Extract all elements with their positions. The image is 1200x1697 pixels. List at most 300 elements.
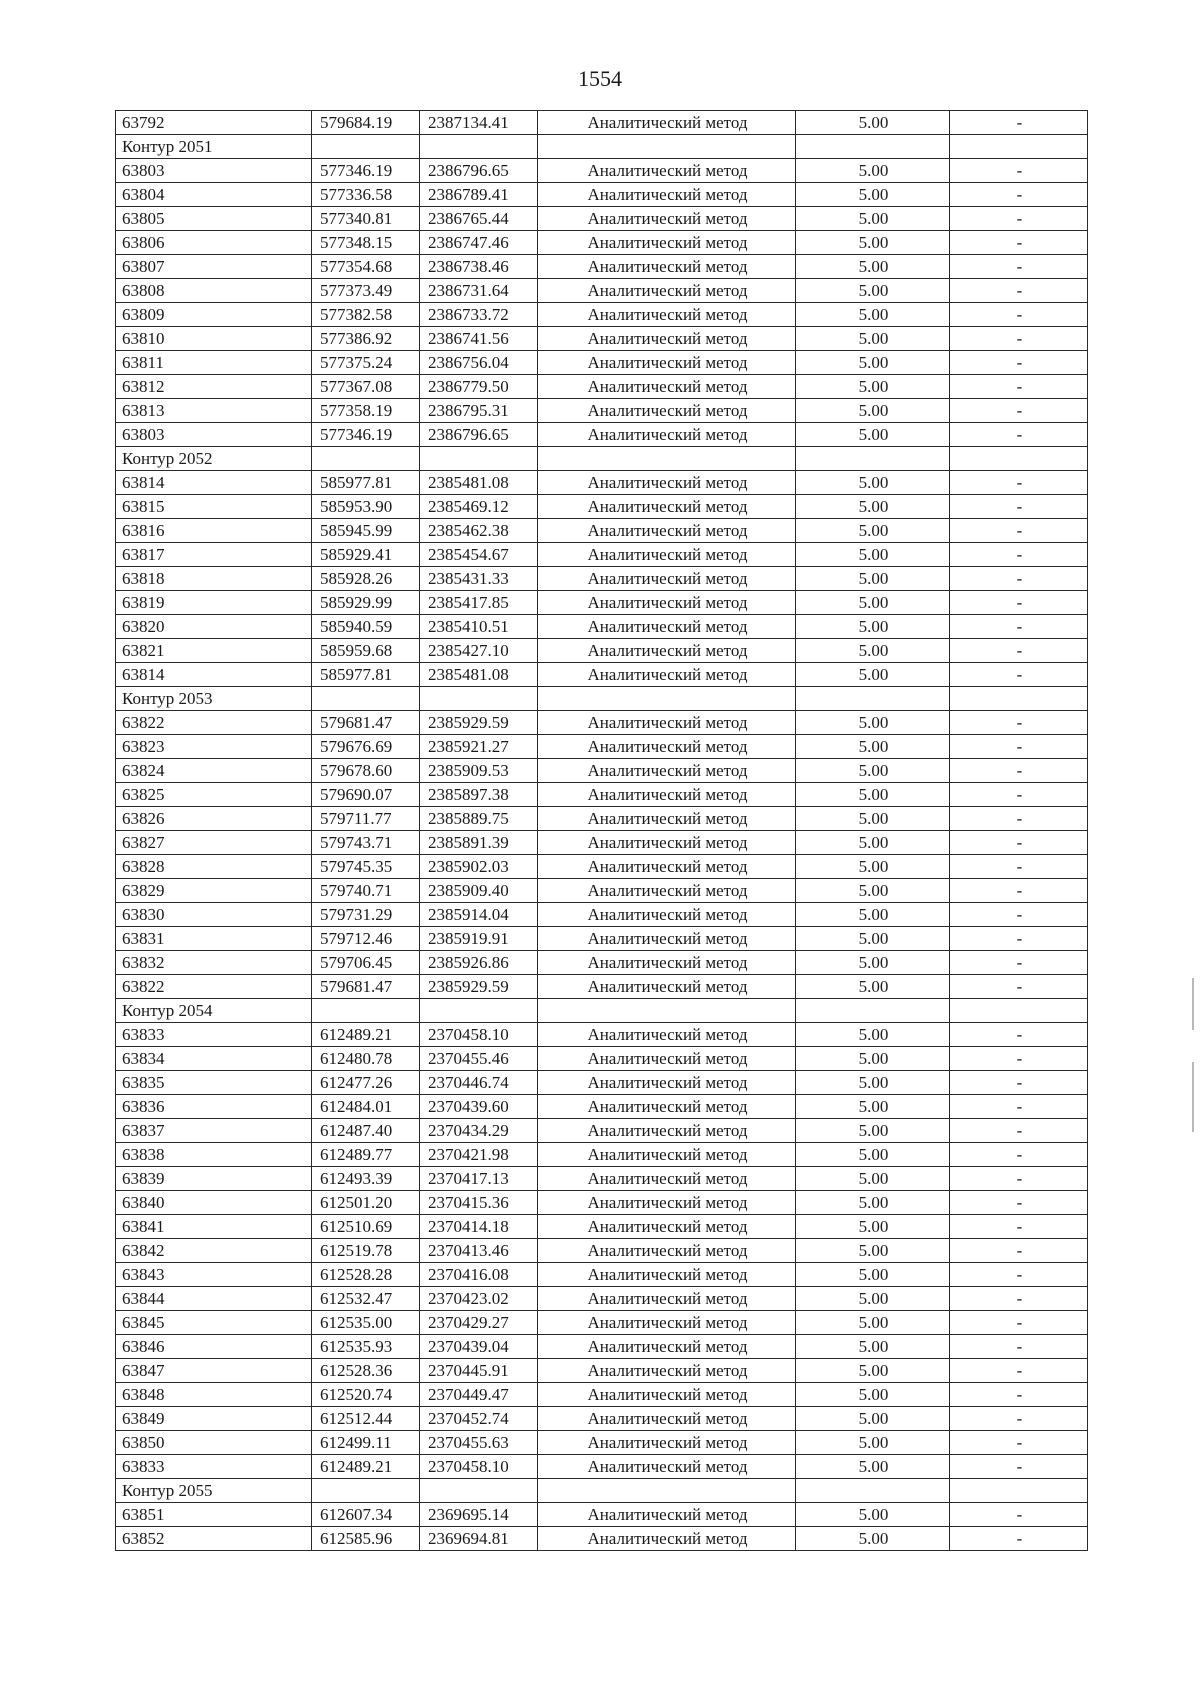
method-cell: Аналитический метод	[538, 1383, 796, 1407]
y-coordinate-cell: 2385454.67	[420, 543, 538, 567]
note-cell: -	[950, 927, 1088, 951]
accuracy-cell: 5.00	[796, 975, 950, 999]
point-id-cell: 63810	[116, 327, 312, 351]
note-cell: -	[950, 471, 1088, 495]
y-coordinate-cell: 2386789.41	[420, 183, 538, 207]
method-cell: Аналитический метод	[538, 1119, 796, 1143]
point-id-cell: 63823	[116, 735, 312, 759]
method-cell: Аналитический метод	[538, 471, 796, 495]
table-row	[116, 879, 1088, 903]
point-id-cell: 63839	[116, 1167, 312, 1191]
x-coordinate-cell: 579745.35	[312, 855, 420, 879]
empty-cell	[312, 687, 420, 711]
accuracy-cell: 5.00	[796, 1527, 950, 1551]
accuracy-cell: 5.00	[796, 903, 950, 927]
x-coordinate-cell: 579684.19	[312, 111, 420, 135]
x-coordinate-cell: 612499.11	[312, 1431, 420, 1455]
y-coordinate-cell: 2370417.13	[420, 1167, 538, 1191]
empty-cell	[796, 447, 950, 471]
note-cell: -	[950, 1071, 1088, 1095]
method-cell: Аналитический метод	[538, 855, 796, 879]
method-cell: Аналитический метод	[538, 231, 796, 255]
point-id-cell: 63811	[116, 351, 312, 375]
method-cell: Аналитический метод	[538, 1503, 796, 1527]
x-coordinate-cell: 612528.28	[312, 1263, 420, 1287]
note-cell: -	[950, 543, 1088, 567]
table-row	[116, 543, 1088, 567]
x-coordinate-cell: 612607.34	[312, 1503, 420, 1527]
y-coordinate-cell: 2385919.91	[420, 927, 538, 951]
accuracy-cell: 5.00	[796, 1263, 950, 1287]
x-coordinate-cell: 577386.92	[312, 327, 420, 351]
accuracy-cell: 5.00	[796, 471, 950, 495]
note-cell: -	[950, 1431, 1088, 1455]
method-cell: Аналитический метод	[538, 951, 796, 975]
table-row	[116, 831, 1088, 855]
table-row	[116, 735, 1088, 759]
y-coordinate-cell: 2385462.38	[420, 519, 538, 543]
point-id-cell: 63847	[116, 1359, 312, 1383]
accuracy-cell: 5.00	[796, 543, 950, 567]
y-coordinate-cell: 2385926.86	[420, 951, 538, 975]
table-row	[116, 1191, 1088, 1215]
x-coordinate-cell: 577348.15	[312, 231, 420, 255]
point-id-cell: 63829	[116, 879, 312, 903]
y-coordinate-cell: 2386747.46	[420, 231, 538, 255]
y-coordinate-cell: 2370449.47	[420, 1383, 538, 1407]
table-row	[116, 711, 1088, 735]
note-cell: -	[950, 975, 1088, 999]
y-coordinate-cell: 2387134.41	[420, 111, 538, 135]
table-row	[116, 1263, 1088, 1287]
method-cell: Аналитический метод	[538, 567, 796, 591]
accuracy-cell: 5.00	[796, 399, 950, 423]
note-cell: -	[950, 279, 1088, 303]
point-id-cell: 63803	[116, 423, 312, 447]
table-row	[116, 111, 1088, 135]
accuracy-cell: 5.00	[796, 231, 950, 255]
y-coordinate-cell: 2385417.85	[420, 591, 538, 615]
note-cell: -	[950, 951, 1088, 975]
method-cell: Аналитический метод	[538, 1071, 796, 1095]
note-cell: -	[950, 1191, 1088, 1215]
y-coordinate-cell: 2385427.10	[420, 639, 538, 663]
y-coordinate-cell: 2386741.56	[420, 327, 538, 351]
contour-header-row	[116, 135, 1088, 159]
x-coordinate-cell: 579706.45	[312, 951, 420, 975]
y-coordinate-cell: 2386796.65	[420, 159, 538, 183]
point-id-cell: 63814	[116, 663, 312, 687]
note-cell: -	[950, 1287, 1088, 1311]
y-coordinate-cell: 2386733.72	[420, 303, 538, 327]
table-row	[116, 1167, 1088, 1191]
table-row	[116, 1143, 1088, 1167]
contour-label: Контур 2055	[116, 1479, 312, 1503]
accuracy-cell: 5.00	[796, 951, 950, 975]
empty-cell	[420, 687, 538, 711]
table-row	[116, 783, 1088, 807]
empty-cell	[312, 1479, 420, 1503]
x-coordinate-cell: 612484.01	[312, 1095, 420, 1119]
method-cell: Аналитический метод	[538, 735, 796, 759]
point-id-cell: 63850	[116, 1431, 312, 1455]
point-id-cell: 63834	[116, 1047, 312, 1071]
table-row	[116, 1455, 1088, 1479]
table-row	[116, 1503, 1088, 1527]
method-cell: Аналитический метод	[538, 183, 796, 207]
table-row	[116, 399, 1088, 423]
note-cell: -	[950, 351, 1088, 375]
x-coordinate-cell: 585940.59	[312, 615, 420, 639]
method-cell: Аналитический метод	[538, 375, 796, 399]
y-coordinate-cell: 2370415.36	[420, 1191, 538, 1215]
y-coordinate-cell: 2385431.33	[420, 567, 538, 591]
y-coordinate-cell: 2370455.63	[420, 1431, 538, 1455]
x-coordinate-cell: 612489.21	[312, 1455, 420, 1479]
note-cell: -	[950, 159, 1088, 183]
table-row	[116, 927, 1088, 951]
method-cell: Аналитический метод	[538, 759, 796, 783]
table-row	[116, 471, 1088, 495]
note-cell: -	[950, 303, 1088, 327]
empty-cell	[796, 135, 950, 159]
point-id-cell: 63838	[116, 1143, 312, 1167]
x-coordinate-cell: 612487.40	[312, 1119, 420, 1143]
note-cell: -	[950, 1407, 1088, 1431]
method-cell: Аналитический метод	[538, 1431, 796, 1455]
empty-cell	[538, 999, 796, 1023]
y-coordinate-cell: 2385921.27	[420, 735, 538, 759]
x-coordinate-cell: 612535.93	[312, 1335, 420, 1359]
y-coordinate-cell: 2370439.60	[420, 1095, 538, 1119]
y-coordinate-cell: 2370458.10	[420, 1023, 538, 1047]
point-id-cell: 63822	[116, 711, 312, 735]
x-coordinate-cell: 585929.41	[312, 543, 420, 567]
y-coordinate-cell: 2385897.38	[420, 783, 538, 807]
accuracy-cell: 5.00	[796, 711, 950, 735]
empty-cell	[950, 1479, 1088, 1503]
accuracy-cell: 5.00	[796, 519, 950, 543]
note-cell: -	[950, 711, 1088, 735]
method-cell: Аналитический метод	[538, 1359, 796, 1383]
method-cell: Аналитический метод	[538, 1167, 796, 1191]
x-coordinate-cell: 579712.46	[312, 927, 420, 951]
accuracy-cell: 5.00	[796, 831, 950, 855]
contour-label: Контур 2053	[116, 687, 312, 711]
point-id-cell: 63818	[116, 567, 312, 591]
table-row	[116, 1383, 1088, 1407]
method-cell: Аналитический метод	[538, 255, 796, 279]
x-coordinate-cell: 612477.26	[312, 1071, 420, 1095]
point-id-cell: 63826	[116, 807, 312, 831]
method-cell: Аналитический метод	[538, 399, 796, 423]
x-coordinate-cell: 612532.47	[312, 1287, 420, 1311]
method-cell: Аналитический метод	[538, 543, 796, 567]
method-cell: Аналитический метод	[538, 279, 796, 303]
scan-artifact-mark	[1192, 978, 1194, 1030]
accuracy-cell: 5.00	[796, 1143, 950, 1167]
table-row	[116, 567, 1088, 591]
point-id-cell: 63816	[116, 519, 312, 543]
coordinates-table-body	[116, 111, 1088, 1551]
empty-cell	[950, 135, 1088, 159]
y-coordinate-cell: 2370445.91	[420, 1359, 538, 1383]
note-cell: -	[950, 1167, 1088, 1191]
accuracy-cell: 5.00	[796, 663, 950, 687]
note-cell: -	[950, 567, 1088, 591]
y-coordinate-cell: 2370429.27	[420, 1311, 538, 1335]
method-cell: Аналитический метод	[538, 495, 796, 519]
method-cell: Аналитический метод	[538, 1191, 796, 1215]
y-coordinate-cell: 2385929.59	[420, 975, 538, 999]
table-row	[116, 1071, 1088, 1095]
accuracy-cell: 5.00	[796, 1071, 950, 1095]
note-cell: -	[950, 423, 1088, 447]
x-coordinate-cell: 585953.90	[312, 495, 420, 519]
x-coordinate-cell: 612510.69	[312, 1215, 420, 1239]
method-cell: Аналитический метод	[538, 1215, 796, 1239]
x-coordinate-cell: 612493.39	[312, 1167, 420, 1191]
method-cell: Аналитический метод	[538, 1407, 796, 1431]
table-row	[116, 1239, 1088, 1263]
x-coordinate-cell: 579711.77	[312, 807, 420, 831]
note-cell: -	[950, 1215, 1088, 1239]
y-coordinate-cell: 2369695.14	[420, 1503, 538, 1527]
point-id-cell: 63792	[116, 111, 312, 135]
point-id-cell: 63849	[116, 1407, 312, 1431]
table-row	[116, 951, 1088, 975]
point-id-cell: 63848	[116, 1383, 312, 1407]
note-cell: -	[950, 519, 1088, 543]
note-cell: -	[950, 231, 1088, 255]
y-coordinate-cell: 2370446.74	[420, 1071, 538, 1095]
note-cell: -	[950, 375, 1088, 399]
x-coordinate-cell: 612480.78	[312, 1047, 420, 1071]
point-id-cell: 63828	[116, 855, 312, 879]
point-id-cell: 63851	[116, 1503, 312, 1527]
accuracy-cell: 5.00	[796, 111, 950, 135]
note-cell: -	[950, 735, 1088, 759]
note-cell: -	[950, 615, 1088, 639]
point-id-cell: 63833	[116, 1023, 312, 1047]
coordinates-table	[115, 110, 1088, 1551]
x-coordinate-cell: 612528.36	[312, 1359, 420, 1383]
table-row	[116, 183, 1088, 207]
table-row	[116, 615, 1088, 639]
contour-header-row	[116, 1479, 1088, 1503]
accuracy-cell: 5.00	[796, 927, 950, 951]
point-id-cell: 63807	[116, 255, 312, 279]
method-cell: Аналитический метод	[538, 1263, 796, 1287]
y-coordinate-cell: 2385469.12	[420, 495, 538, 519]
note-cell: -	[950, 1503, 1088, 1527]
coordinates-table-container	[115, 110, 1087, 1551]
empty-cell	[420, 999, 538, 1023]
contour-header-row	[116, 999, 1088, 1023]
table-row	[116, 495, 1088, 519]
accuracy-cell: 5.00	[796, 495, 950, 519]
y-coordinate-cell: 2370416.08	[420, 1263, 538, 1287]
accuracy-cell: 5.00	[796, 279, 950, 303]
accuracy-cell: 5.00	[796, 1047, 950, 1071]
point-id-cell: 63833	[116, 1455, 312, 1479]
x-coordinate-cell: 577382.58	[312, 303, 420, 327]
table-row	[116, 1431, 1088, 1455]
x-coordinate-cell: 577340.81	[312, 207, 420, 231]
method-cell: Аналитический метод	[538, 639, 796, 663]
x-coordinate-cell: 612501.20	[312, 1191, 420, 1215]
x-coordinate-cell: 577346.19	[312, 159, 420, 183]
x-coordinate-cell: 579681.47	[312, 975, 420, 999]
accuracy-cell: 5.00	[796, 1191, 950, 1215]
method-cell: Аналитический метод	[538, 879, 796, 903]
y-coordinate-cell: 2385902.03	[420, 855, 538, 879]
table-row	[116, 639, 1088, 663]
method-cell: Аналитический метод	[538, 903, 796, 927]
y-coordinate-cell: 2370434.29	[420, 1119, 538, 1143]
accuracy-cell: 5.00	[796, 1215, 950, 1239]
table-row	[116, 1335, 1088, 1359]
y-coordinate-cell: 2370452.74	[420, 1407, 538, 1431]
empty-cell	[538, 1479, 796, 1503]
accuracy-cell: 5.00	[796, 735, 950, 759]
empty-cell	[796, 999, 950, 1023]
note-cell: -	[950, 183, 1088, 207]
method-cell: Аналитический метод	[538, 1023, 796, 1047]
method-cell: Аналитический метод	[538, 1047, 796, 1071]
method-cell: Аналитический метод	[538, 303, 796, 327]
method-cell: Аналитический метод	[538, 591, 796, 615]
table-row	[116, 1407, 1088, 1431]
accuracy-cell: 5.00	[796, 1335, 950, 1359]
note-cell: -	[950, 111, 1088, 135]
accuracy-cell: 5.00	[796, 303, 950, 327]
method-cell: Аналитический метод	[538, 1095, 796, 1119]
note-cell: -	[950, 1455, 1088, 1479]
y-coordinate-cell: 2386796.65	[420, 423, 538, 447]
method-cell: Аналитический метод	[538, 1527, 796, 1551]
accuracy-cell: 5.00	[796, 159, 950, 183]
point-id-cell: 63824	[116, 759, 312, 783]
note-cell: -	[950, 495, 1088, 519]
accuracy-cell: 5.00	[796, 759, 950, 783]
scan-artifact-mark	[1192, 1062, 1194, 1132]
accuracy-cell: 5.00	[796, 375, 950, 399]
x-coordinate-cell: 612489.77	[312, 1143, 420, 1167]
empty-cell	[312, 447, 420, 471]
table-row	[116, 375, 1088, 399]
empty-cell	[538, 687, 796, 711]
table-row	[116, 591, 1088, 615]
method-cell: Аналитический метод	[538, 711, 796, 735]
table-row	[116, 807, 1088, 831]
x-coordinate-cell: 577336.58	[312, 183, 420, 207]
table-row	[116, 1359, 1088, 1383]
note-cell: -	[950, 759, 1088, 783]
y-coordinate-cell: 2386795.31	[420, 399, 538, 423]
x-coordinate-cell: 577354.68	[312, 255, 420, 279]
accuracy-cell: 5.00	[796, 351, 950, 375]
y-coordinate-cell: 2370439.04	[420, 1335, 538, 1359]
x-coordinate-cell: 579690.07	[312, 783, 420, 807]
note-cell: -	[950, 207, 1088, 231]
method-cell: Аналитический метод	[538, 1239, 796, 1263]
accuracy-cell: 5.00	[796, 879, 950, 903]
contour-label: Контур 2054	[116, 999, 312, 1023]
contour-label: Контур 2051	[116, 135, 312, 159]
empty-cell	[950, 999, 1088, 1023]
method-cell: Аналитический метод	[538, 111, 796, 135]
note-cell: -	[950, 639, 1088, 663]
point-id-cell: 63852	[116, 1527, 312, 1551]
y-coordinate-cell: 2386738.46	[420, 255, 538, 279]
table-row	[116, 207, 1088, 231]
note-cell: -	[950, 1359, 1088, 1383]
point-id-cell: 63830	[116, 903, 312, 927]
y-coordinate-cell: 2385909.53	[420, 759, 538, 783]
x-coordinate-cell: 612519.78	[312, 1239, 420, 1263]
point-id-cell: 63809	[116, 303, 312, 327]
y-coordinate-cell: 2386731.64	[420, 279, 538, 303]
table-row	[116, 159, 1088, 183]
empty-cell	[950, 447, 1088, 471]
point-id-cell: 63803	[116, 159, 312, 183]
y-coordinate-cell: 2385889.75	[420, 807, 538, 831]
method-cell: Аналитический метод	[538, 663, 796, 687]
x-coordinate-cell: 612535.00	[312, 1311, 420, 1335]
note-cell: -	[950, 255, 1088, 279]
accuracy-cell: 5.00	[796, 1431, 950, 1455]
method-cell: Аналитический метод	[538, 1311, 796, 1335]
note-cell: -	[950, 1527, 1088, 1551]
accuracy-cell: 5.00	[796, 783, 950, 807]
x-coordinate-cell: 577375.24	[312, 351, 420, 375]
x-coordinate-cell: 579743.71	[312, 831, 420, 855]
table-row	[116, 975, 1088, 999]
method-cell: Аналитический метод	[538, 327, 796, 351]
accuracy-cell: 5.00	[796, 1311, 950, 1335]
x-coordinate-cell: 585977.81	[312, 663, 420, 687]
point-id-cell: 63837	[116, 1119, 312, 1143]
point-id-cell: 63840	[116, 1191, 312, 1215]
accuracy-cell: 5.00	[796, 855, 950, 879]
accuracy-cell: 5.00	[796, 567, 950, 591]
empty-cell	[538, 447, 796, 471]
method-cell: Аналитический метод	[538, 807, 796, 831]
point-id-cell: 63836	[116, 1095, 312, 1119]
table-row	[116, 855, 1088, 879]
note-cell: -	[950, 327, 1088, 351]
note-cell: -	[950, 831, 1088, 855]
table-row	[116, 1287, 1088, 1311]
empty-cell	[796, 687, 950, 711]
empty-cell	[538, 135, 796, 159]
note-cell: -	[950, 1239, 1088, 1263]
x-coordinate-cell: 579676.69	[312, 735, 420, 759]
contour-header-row	[116, 687, 1088, 711]
x-coordinate-cell: 579740.71	[312, 879, 420, 903]
point-id-cell: 63817	[116, 543, 312, 567]
accuracy-cell: 5.00	[796, 255, 950, 279]
table-row	[116, 903, 1088, 927]
x-coordinate-cell: 612489.21	[312, 1023, 420, 1047]
note-cell: -	[950, 879, 1088, 903]
accuracy-cell: 5.00	[796, 183, 950, 207]
note-cell: -	[950, 591, 1088, 615]
note-cell: -	[950, 1383, 1088, 1407]
table-row	[116, 327, 1088, 351]
point-id-cell: 63815	[116, 495, 312, 519]
